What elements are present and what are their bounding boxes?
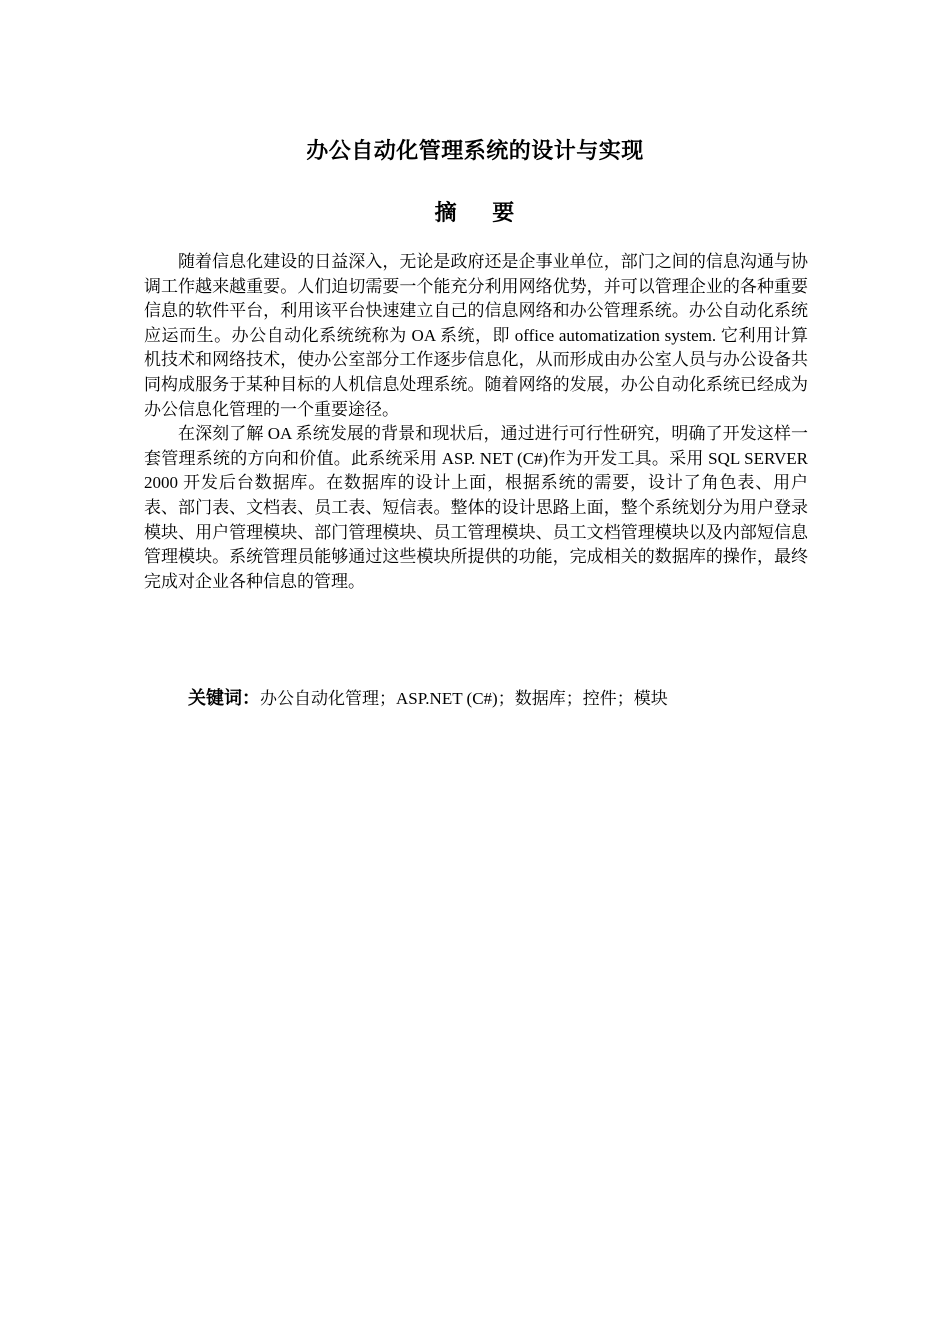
abstract-heading: 摘 要 (434, 201, 516, 226)
abstract-paragraph-1: 随着信息化建设的日益深入，无论是政府还是企事业单位，部门之间的信息沟通与协调工作越来越重要。人们迫切需要一个能充分利用网络优势，并可以管理企业的各种重要信息的软件平台，利用该平台快速建立自己的信息网络和办公管理系统。办公自动化系统应运而生。办公自动化系统统称为 OA 系统，即 office automatization system. 它利用计算机技术和网络技术，使办公室部分工作逐步信息化，从而形成由办公室人员与办公设备共同构成服务于某种目标的人机信息处理系统。随着网络的发展，办公自动化系统已经成为办公信息化管理的一个重要途径。 (144, 252, 808, 419)
abstract-paragraph-2: 在深刻了解 OA 系统发展的背景和现状后，通过进行可行性研究，明确了开发这样一套管理系统的方向和价值。此系统采用 ASP. NET (C#)作为开发工具。采用 SQL SERVER 2000 开发后台数据库。在数据库的设计上面，根据系统的需要，设计了角色表、用户表、部门表、文档表、员工表、短信表。整体的设计思路上面，整个系统划分为用户登录模块、用户管理模块、部门管理模块、员工管理模块、员工文档管理模块以及内部短信息管理模块。系统管理员能够通过这些模块所提供的功能，完成相关的数据库的操作，最终完成对企业各种信息的管理。 (144, 424, 808, 591)
keywords-label: 关键词： (188, 688, 260, 709)
abstract-body (144, 250, 808, 594)
document-title: 办公自动化管理系统的设计与实现 (306, 139, 644, 164)
keywords-line (188, 686, 808, 712)
keywords-text: 办公自动化管理；ASP.NET (C#)；数据库；控件；模块 (260, 689, 668, 708)
